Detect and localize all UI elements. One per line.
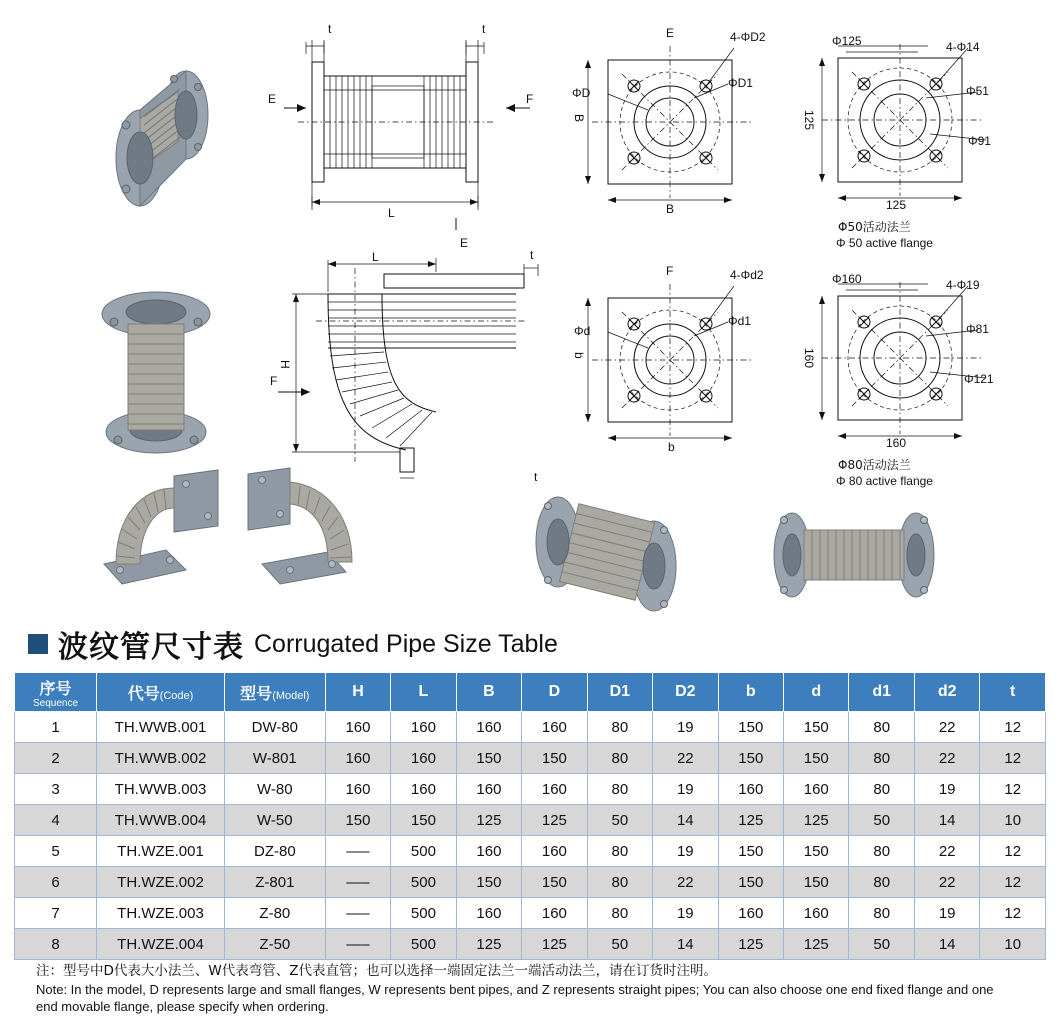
view-arrow-E-down: E (460, 236, 469, 250)
cell-B: 160 (456, 712, 521, 743)
th-D: D (522, 673, 587, 712)
cell-code: TH.WWB.004 (97, 805, 225, 836)
cell-d2: 14 (914, 805, 979, 836)
cell-d: 125 (784, 805, 849, 836)
th-sequence-cn: 序号 (39, 678, 72, 698)
table-row (15, 774, 1046, 805)
footnote (36, 962, 1036, 1015)
cell-D1: 50 (587, 929, 652, 960)
cell-H: 160 (325, 743, 390, 774)
cell-code: TH.WZE.003 (97, 898, 225, 929)
cell-d: 160 (784, 898, 849, 929)
cell-seq: 3 (15, 774, 97, 805)
cell-seq: 7 (15, 898, 97, 929)
dim-125-vertical: 125 (802, 110, 816, 131)
cell-d2: 22 (914, 867, 979, 898)
cell-t: 12 (980, 867, 1046, 898)
cell-L: 500 (391, 867, 456, 898)
cell-model: W-801 (224, 743, 325, 774)
cell-t: 10 (980, 929, 1046, 960)
th-code (97, 673, 225, 712)
cell-H: 160 (325, 774, 390, 805)
dim-phi51: Φ51 (966, 84, 989, 98)
footnote-chinese: 注：型号中D代表大小法兰、W代表弯管、Z代表直管；也可以选择一端固定法兰一端活动法兰，请在订货时注明。 (36, 963, 717, 979)
table-header-row (15, 673, 1046, 712)
cell-D2: 14 (653, 805, 718, 836)
product-photo-vertical-bellows (86, 282, 226, 462)
th-d2: d2 (914, 673, 979, 712)
th-B: B (456, 673, 521, 712)
product-photo-elbow-left (82, 466, 232, 591)
table-row (15, 712, 1046, 743)
cell-H: —– (325, 836, 390, 867)
dim-phi160: Φ160 (832, 272, 862, 286)
cell-H: —– (325, 867, 390, 898)
dim-phi-d1: Φd1 (728, 314, 751, 328)
th-model-cn: 型号 (240, 683, 273, 703)
dim-L-2: L (372, 250, 379, 264)
cell-b: 150 (718, 867, 783, 898)
th-D2: D2 (653, 673, 718, 712)
cell-d1: 80 (849, 898, 914, 929)
cell-code: TH.WWB.001 (97, 712, 225, 743)
cell-D2: 19 (653, 836, 718, 867)
dim-160-vertical: 160 (802, 348, 816, 369)
cell-d2: 19 (914, 774, 979, 805)
holes-label-d2: 4-Φd2 (730, 268, 764, 282)
cell-D: 160 (522, 898, 587, 929)
cell-d1: 50 (849, 929, 914, 960)
th-b: b (718, 673, 783, 712)
cell-code: TH.WZE.004 (97, 929, 225, 960)
table-row (15, 743, 1046, 774)
cell-b: 160 (718, 774, 783, 805)
dim-t-3: t (530, 248, 534, 262)
title-chinese: 波纹管尺寸表 (58, 630, 244, 665)
th-code-en: (Code) (159, 689, 194, 702)
cell-B: 125 (456, 929, 521, 960)
dim-t-4: t (534, 470, 538, 484)
dim-phi125: Φ125 (832, 34, 862, 48)
dim-H: H (278, 360, 292, 369)
cell-D2: 22 (653, 743, 718, 774)
cell-t: 12 (980, 836, 1046, 867)
dim-L-1: L (388, 206, 395, 220)
cell-L: 160 (391, 774, 456, 805)
th-d: d (784, 673, 849, 712)
cell-b: 150 (718, 836, 783, 867)
flange-label-E: E (666, 26, 675, 40)
cell-D2: 19 (653, 712, 718, 743)
cell-model: Z-50 (224, 929, 325, 960)
cell-d1: 80 (849, 712, 914, 743)
cell-model: Z-801 (224, 867, 325, 898)
cell-D: 160 (522, 712, 587, 743)
cell-D: 160 (522, 836, 587, 867)
cell-L: 160 (391, 712, 456, 743)
product-photo-elbow-right (232, 466, 382, 591)
cell-d: 150 (784, 743, 849, 774)
cell-L: 160 (391, 743, 456, 774)
cell-b: 125 (718, 805, 783, 836)
dim-phi-d: Φd (574, 324, 591, 338)
dim-t-1: t (328, 22, 332, 36)
dim-t-2: t (482, 22, 486, 36)
cell-b: 160 (718, 898, 783, 929)
cell-d: 150 (784, 712, 849, 743)
cell-t: 12 (980, 712, 1046, 743)
caption-phi80-cn: Φ80活动法兰 (838, 458, 911, 472)
cell-D1: 50 (587, 805, 652, 836)
th-code-cn: 代号 (127, 683, 160, 703)
th-H: H (325, 673, 390, 712)
cell-seq: 4 (15, 805, 97, 836)
cell-d: 160 (784, 774, 849, 805)
dim-phi121: Φ121 (964, 372, 994, 386)
cell-L: 500 (391, 898, 456, 929)
dim-b-vertical: b (572, 352, 586, 359)
cell-B: 160 (456, 774, 521, 805)
table-row (15, 929, 1046, 960)
th-D1: D1 (587, 673, 652, 712)
cell-code: TH.WWB.002 (97, 743, 225, 774)
cell-model: DW-80 (224, 712, 325, 743)
footnote-english-line1: Note: In the model, D represents large and small flanges, W represents bent pipes, and Z represents straight pipes; You can also choose one end fixed flange and one (36, 982, 994, 997)
flange-view-E (562, 24, 782, 214)
cell-D: 150 (522, 867, 587, 898)
cell-seq: 6 (15, 867, 97, 898)
cell-t: 12 (980, 774, 1046, 805)
cell-d2: 19 (914, 898, 979, 929)
cell-L: 150 (391, 805, 456, 836)
cell-d1: 80 (849, 743, 914, 774)
cell-B: 125 (456, 805, 521, 836)
cell-B: 150 (456, 867, 521, 898)
cell-d: 125 (784, 929, 849, 960)
table-row (15, 898, 1046, 929)
dim-phi81: Φ81 (966, 322, 989, 336)
cell-b: 125 (718, 929, 783, 960)
cell-seq: 5 (15, 836, 97, 867)
cell-seq: 8 (15, 929, 97, 960)
table-row (15, 867, 1046, 898)
caption-phi80-en: Φ 80 active flange (836, 474, 933, 488)
cell-d: 150 (784, 867, 849, 898)
flange-label-F: F (666, 264, 674, 278)
cell-D: 125 (522, 929, 587, 960)
flange-view-phi80 (802, 268, 1006, 488)
dim-B-vertical: B (572, 114, 586, 123)
table-row (15, 805, 1046, 836)
view-arrow-E-left: E (268, 92, 277, 106)
th-sequence-en: Sequence (33, 697, 79, 709)
th-L: L (391, 673, 456, 712)
dim-phi91: Φ91 (968, 134, 991, 148)
cell-model: W-50 (224, 805, 325, 836)
section-title (28, 622, 558, 666)
cell-D1: 80 (587, 774, 652, 805)
cell-H: —– (325, 898, 390, 929)
cell-t: 12 (980, 898, 1046, 929)
cell-t: 12 (980, 743, 1046, 774)
cell-seq: 1 (15, 712, 97, 743)
cell-b: 150 (718, 743, 783, 774)
cell-model: W-80 (224, 774, 325, 805)
footnote-english-line2: end movable flange, please specify when ordering. (36, 999, 329, 1014)
technical-drawing-straight (268, 20, 534, 250)
cell-D1: 80 (587, 712, 652, 743)
cell-D2: 19 (653, 774, 718, 805)
cell-d1: 50 (849, 805, 914, 836)
cell-model: Z-80 (224, 898, 325, 929)
cell-D: 125 (522, 805, 587, 836)
table-row (15, 836, 1046, 867)
cell-L: 500 (391, 836, 456, 867)
size-table-wrap (14, 672, 1046, 960)
cell-D: 160 (522, 774, 587, 805)
cell-D1: 80 (587, 743, 652, 774)
cell-b: 150 (718, 712, 783, 743)
view-arrow-F-left: F (270, 374, 278, 388)
dim-B-horizontal: B (666, 202, 675, 216)
cell-d2: 22 (914, 712, 979, 743)
cell-d2: 22 (914, 743, 979, 774)
product-photo-straight-bellows (764, 500, 944, 610)
caption-phi50-cn: Φ50活动法兰 (838, 220, 911, 234)
dim-phi-D: ΦD (572, 86, 591, 100)
cell-D: 150 (522, 743, 587, 774)
cell-D2: 19 (653, 898, 718, 929)
cell-L: 500 (391, 929, 456, 960)
title-english: Corrugated Pipe Size Table (254, 629, 558, 658)
cell-D1: 80 (587, 836, 652, 867)
cell-t: 10 (980, 805, 1046, 836)
cell-H: —– (325, 929, 390, 960)
caption-phi50-en: Φ 50 active flange (836, 236, 933, 250)
cell-d2: 14 (914, 929, 979, 960)
cell-d1: 80 (849, 836, 914, 867)
cell-B: 160 (456, 836, 521, 867)
technical-drawing-elbow (270, 248, 546, 484)
th-t: t (980, 673, 1046, 712)
cell-B: 150 (456, 743, 521, 774)
cell-B: 160 (456, 898, 521, 929)
view-arrow-F-right: F (526, 92, 534, 106)
th-sequence (15, 673, 97, 712)
cell-d: 150 (784, 836, 849, 867)
cell-d1: 80 (849, 867, 914, 898)
th-d1: d1 (849, 673, 914, 712)
th-model (224, 673, 325, 712)
dim-125-horizontal: 125 (886, 198, 907, 212)
flange-view-phi50 (802, 30, 1006, 250)
cell-D2: 22 (653, 867, 718, 898)
product-photo-double-flange-bellows (512, 492, 702, 617)
cell-D2: 14 (653, 929, 718, 960)
cell-D1: 80 (587, 898, 652, 929)
cell-seq: 2 (15, 743, 97, 774)
dim-160-horizontal: 160 (886, 436, 907, 450)
cell-d1: 80 (849, 774, 914, 805)
cell-H: 150 (325, 805, 390, 836)
cell-d2: 22 (914, 836, 979, 867)
dim-phi-D1: ΦD1 (728, 76, 753, 90)
th-model-en: (Model) (272, 689, 310, 702)
holes-label-phi19: 4-Φ19 (946, 278, 980, 292)
flange-view-F (562, 262, 782, 452)
cell-code: TH.WWB.003 (97, 774, 225, 805)
dim-b-horizontal: b (668, 440, 675, 454)
cell-model: DZ-80 (224, 836, 325, 867)
title-square-icon (28, 634, 48, 654)
cell-H: 160 (325, 712, 390, 743)
product-photo-flanged-bellows (78, 55, 258, 215)
cell-code: TH.WZE.001 (97, 836, 225, 867)
size-table (14, 672, 1046, 960)
holes-label-phi14: 4-Φ14 (946, 40, 980, 54)
cell-D1: 80 (587, 867, 652, 898)
holes-label-D2: 4-ΦD2 (730, 30, 766, 44)
cell-code: TH.WZE.002 (97, 867, 225, 898)
